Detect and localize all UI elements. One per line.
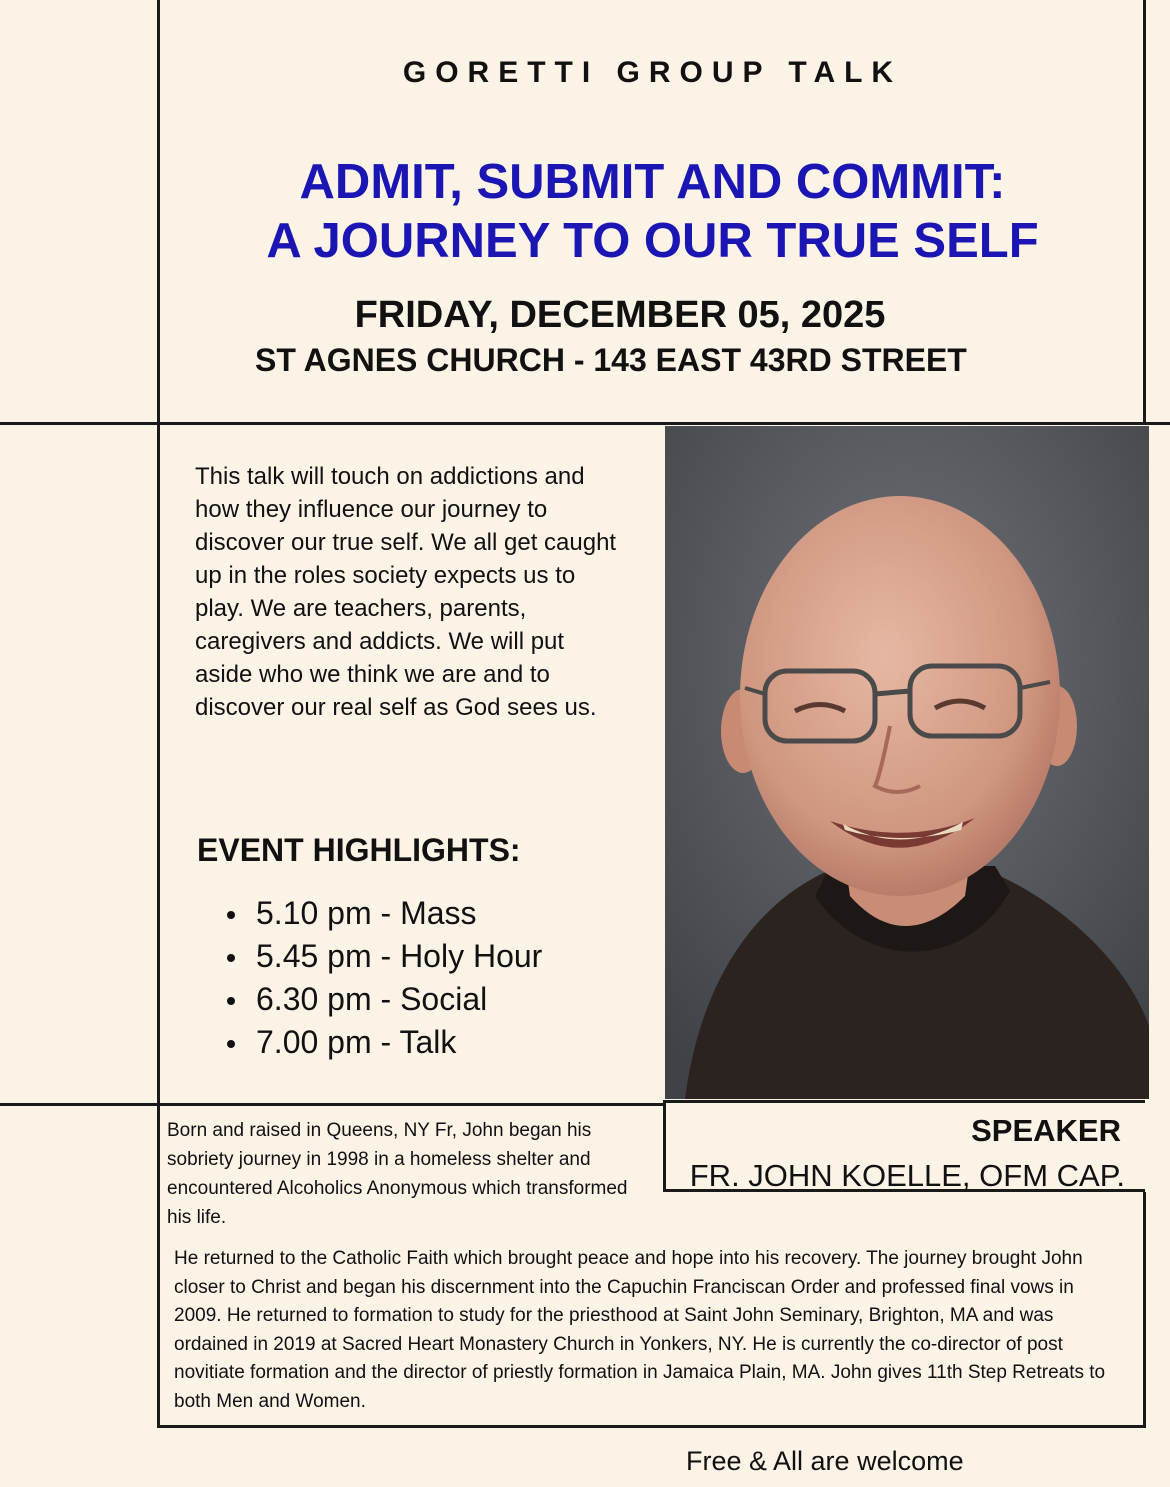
talk-title-line2: A JOURNEY TO OUR TRUE SELF xyxy=(266,214,1039,268)
highlights-list xyxy=(225,892,542,1064)
welcome-note: Free & All are welcome xyxy=(686,1446,964,1476)
speaker-label: SPEAKER xyxy=(971,1113,1121,1148)
speaker-name: FR. JOHN KOELLE, OFM CAP. xyxy=(689,1158,1125,1193)
frame-bottom-line xyxy=(157,1425,1146,1428)
highlight-item: 5.10 pm - Mass xyxy=(225,892,542,935)
highlights-heading: EVENT HIGHLIGHTS: xyxy=(197,832,521,868)
highlight-item: 5.45 pm - Holy Hour xyxy=(225,935,542,978)
speaker-photo xyxy=(665,426,1149,1099)
talk-title xyxy=(160,153,1145,271)
header-divider xyxy=(0,422,1170,425)
speaker-portrait-icon xyxy=(665,426,1149,1099)
middle-divider xyxy=(0,1103,665,1106)
event-date: FRIDAY, DECEMBER 05, 2025 xyxy=(354,294,886,336)
talk-title-line1: ADMIT, SUBMIT AND COMMIT: xyxy=(299,155,1006,209)
highlight-item: 6.30 pm - Social xyxy=(225,978,542,1021)
highlight-item: 7.00 pm - Talk xyxy=(225,1021,542,1064)
speaker-bio-main: He returned to the Catholic Faith which brought peace and hope into his recovery. The journey brought John closer to Christ and began his discernment into the Capuchin Franciscan Order and professed final vows in 2009. He returned to formation to study for the priesthood at Saint John Seminary, Brighton, MA and was ordained in 2019 at Sacred Heart Monastery Church in Yonkers, NY. He is currently the co-director of post novitiate formation and the director of priestly formation in Jamaica Plain, MA. John gives 11th Step Retreats to both Men and Women. xyxy=(174,1248,1106,1412)
frame-right-bottom-line xyxy=(1143,1192,1146,1428)
organizer-heading: GORETTI GROUP TALK xyxy=(402,56,903,89)
event-venue: ST AGNES CHURCH - 143 EAST 43RD STREET xyxy=(255,342,967,378)
talk-description: This talk will touch on addictions and how they influence our journey to discover our true self. We all get caught up in the roles society expects us to play. We are teachers, parents, caregivers and addicts. We will put aside who we think we are and to discover our real self as God sees us. xyxy=(195,463,617,721)
speaker-box xyxy=(663,1100,1145,1192)
speaker-bio-intro: Born and raised in Queens, NY Fr, John began his sobriety journey in 1998 in a homeless shelter and encountered Alcoholics Anonymous which transformed his life. xyxy=(167,1120,628,1228)
